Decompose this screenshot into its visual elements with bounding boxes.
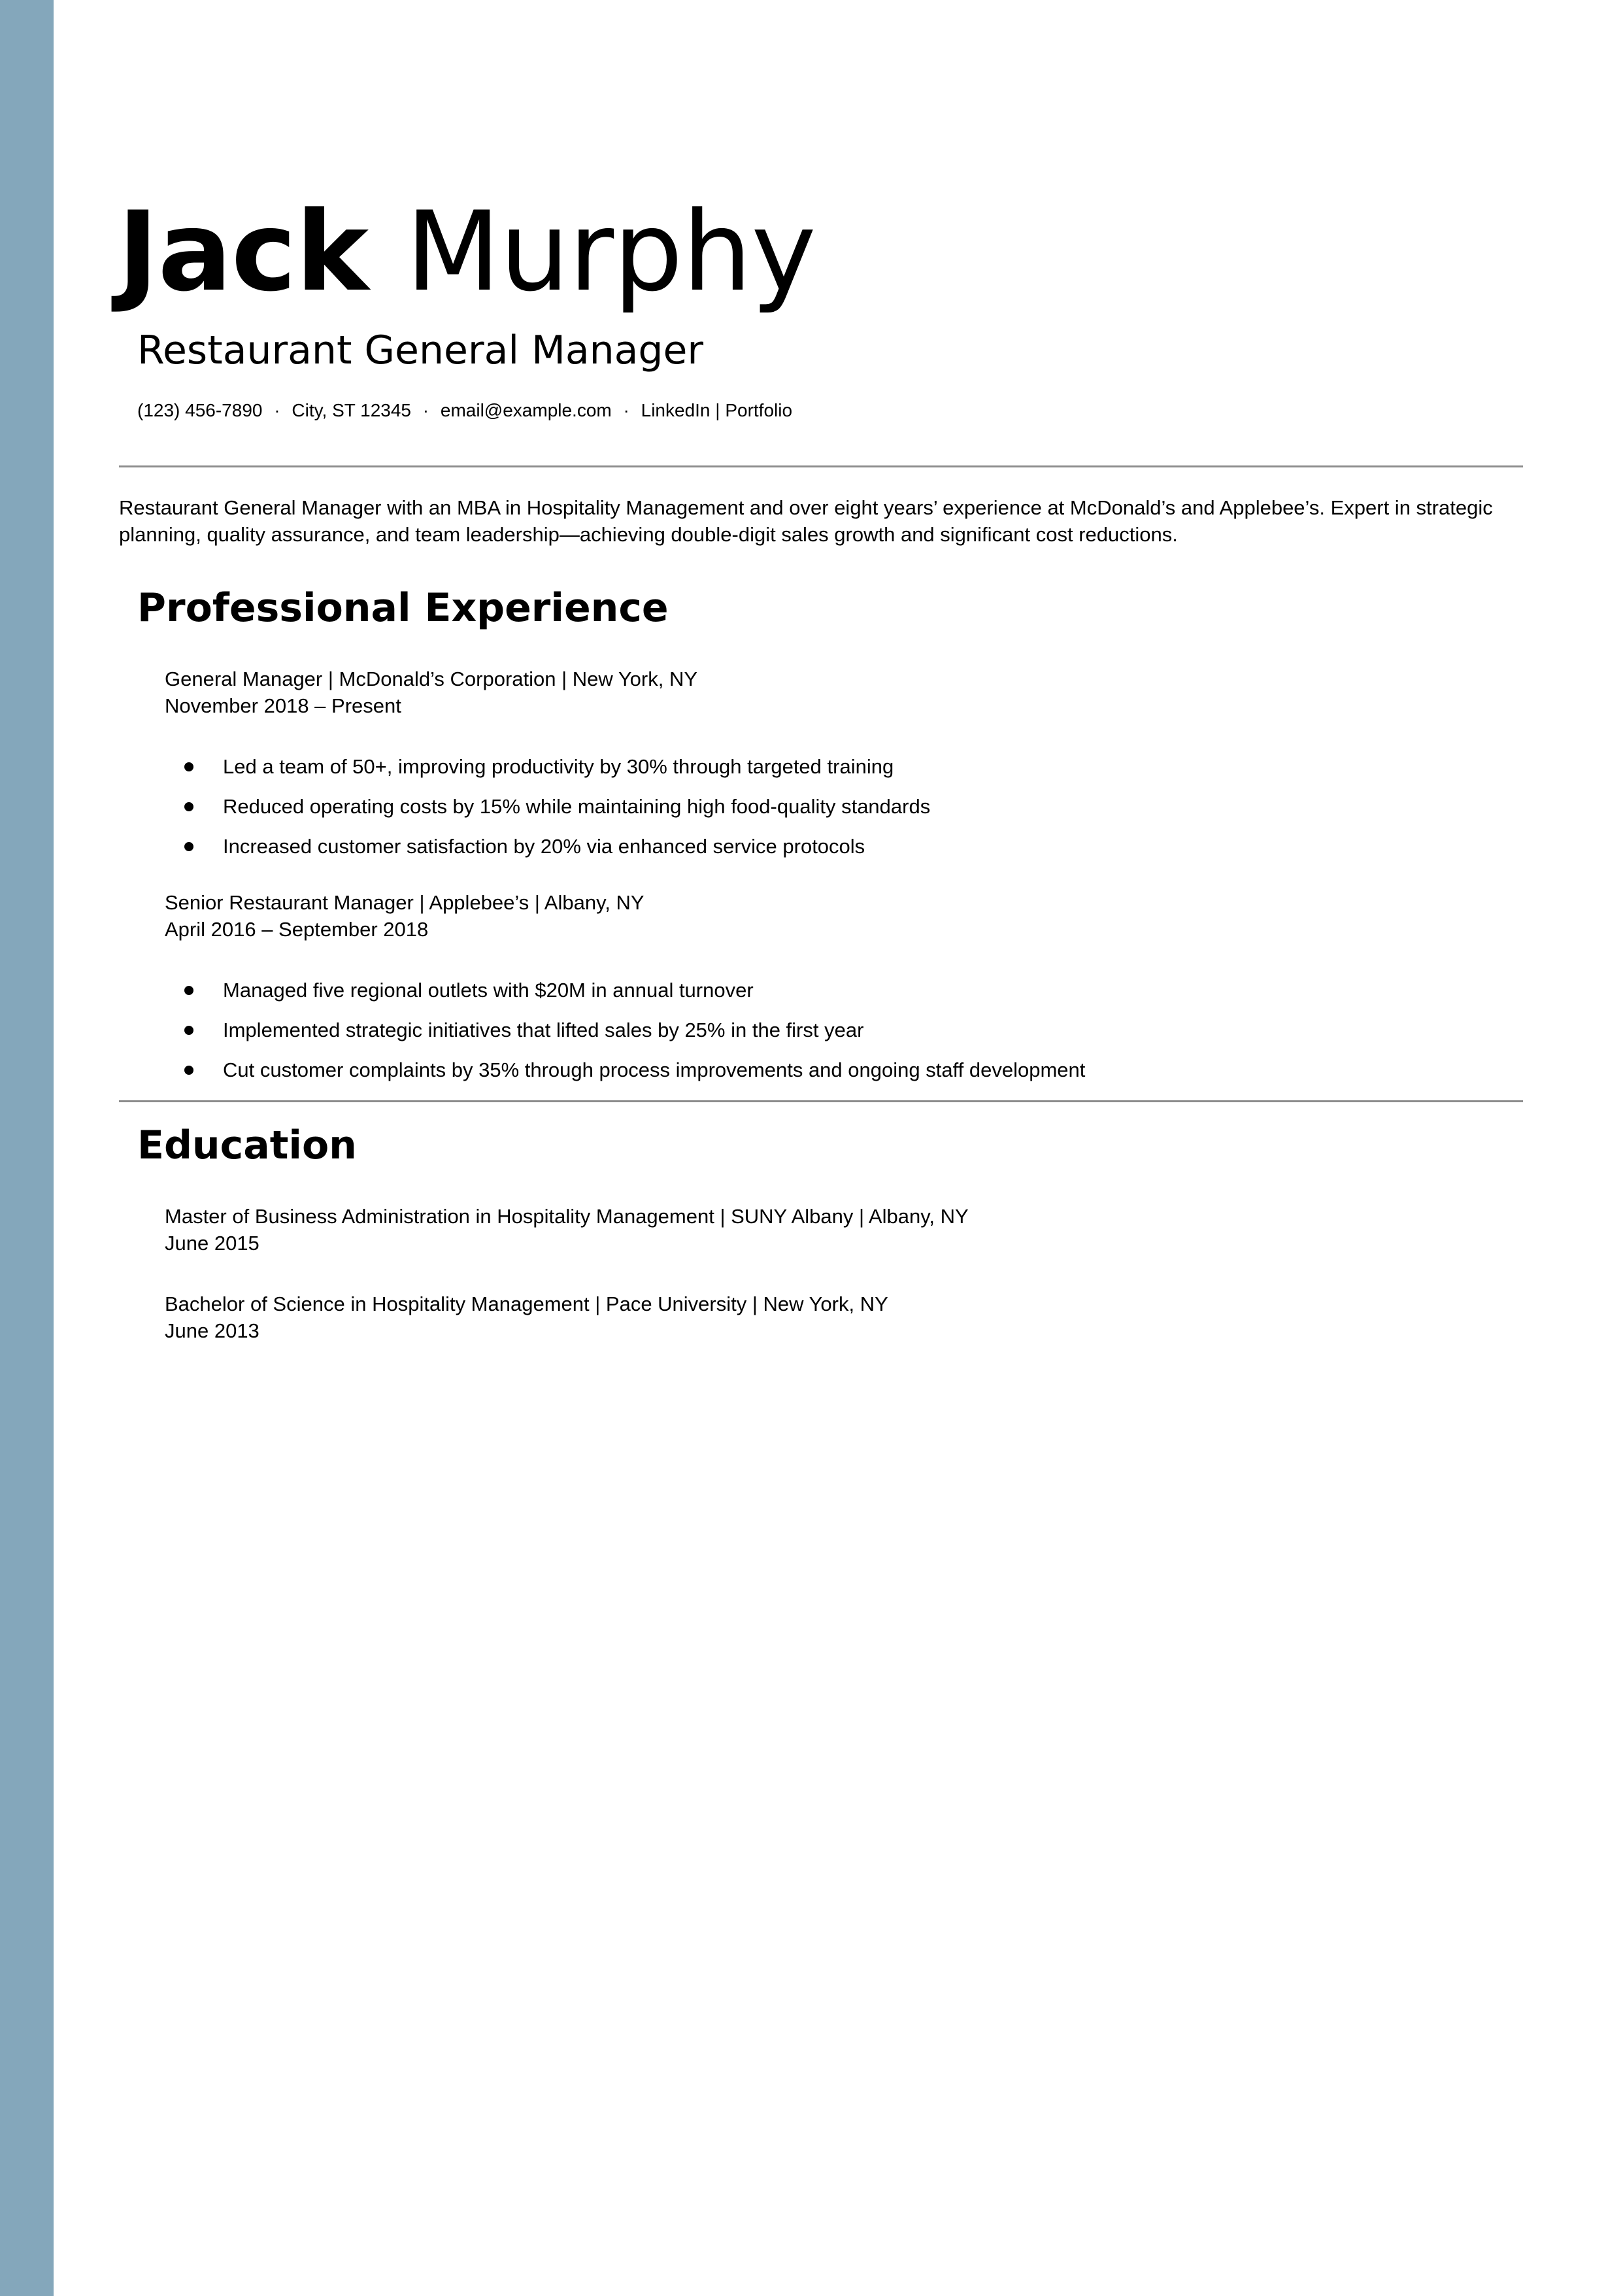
bullet-dot-icon [184,842,193,851]
bullet-dot-icon [184,762,193,771]
contact-links: LinkedIn | Portfolio [641,400,793,420]
job-entry-header [165,889,644,943]
degree-line: Master of Business Administration in Hospitality Management | SUNY Albany | Albany, NY [165,1205,969,1228]
bullet-text: Led a team of 50+, improving productivity by 30% through targeted training [223,755,894,778]
degree-line: Bachelor of Science in Hospitality Management | Pace University | New York, NY [165,1292,888,1315]
education-entry [165,1203,969,1257]
contact-email: email@example.com [440,400,612,420]
contact-phone: (123) 456-7890 [137,400,263,420]
contact-separator: · [274,400,280,420]
job-dates: November 2018 – Present [165,694,401,717]
job-bullet-list [165,977,1085,1096]
education-heading: Education [137,1123,357,1168]
job-title: Restaurant General Manager [137,328,704,373]
experience-heading: Professional Experience [137,585,669,631]
list-item [165,1056,1085,1083]
list-item [165,977,1085,1004]
list-item [165,833,930,860]
section-divider [119,1100,1523,1102]
summary-paragraph: Restaurant General Manager with an MBA in Hospitality Management and over eight years’ experience at McDonald’s and Applebee’s. Expert in strategic planning, quality assurance, and team leadership—achieving double-digit sales growth and significant cost reductions. [119,496,1493,546]
bullet-text: Increased customer satisfaction by 20% via enhanced service protocols [223,835,865,858]
contact-separator: · [422,400,429,420]
bullet-text: Implemented strategic initiatives that lifted sales by 25% in the first year [223,1019,864,1041]
bullet-dot-icon [184,1026,193,1035]
bullet-text: Managed five regional outlets with $20M in annual turnover [223,979,754,1002]
bullet-dot-icon [184,986,193,995]
job-bullet-list [165,753,930,873]
degree-date: June 2013 [165,1319,259,1342]
candidate-name [118,186,816,317]
contact-line [137,397,792,424]
education-entry [165,1291,888,1344]
header-divider [119,465,1523,467]
bullet-dot-icon [184,802,193,811]
contact-location: City, ST 12345 [292,400,411,420]
bullet-dot-icon [184,1066,193,1075]
list-item [165,1017,1085,1043]
list-item [165,753,930,780]
list-item [165,793,930,820]
job-dates: April 2016 – September 2018 [165,918,429,941]
bullet-text: Reduced operating costs by 15% while maintaining high food-quality standards [223,795,931,818]
contact-separator: · [623,400,629,420]
job-title-line: Senior Restaurant Manager | Applebee’s | Albany, NY [165,891,644,914]
bullet-text: Cut customer complaints by 35% through process improvements and ongoing staff development [223,1058,1086,1081]
last-name: Murphy [405,188,816,316]
first-name: Jack [118,188,369,316]
degree-date: June 2015 [165,1232,259,1255]
job-title-line: General Manager | McDonald’s Corporation | New York, NY [165,667,698,690]
job-entry-header [165,666,697,719]
